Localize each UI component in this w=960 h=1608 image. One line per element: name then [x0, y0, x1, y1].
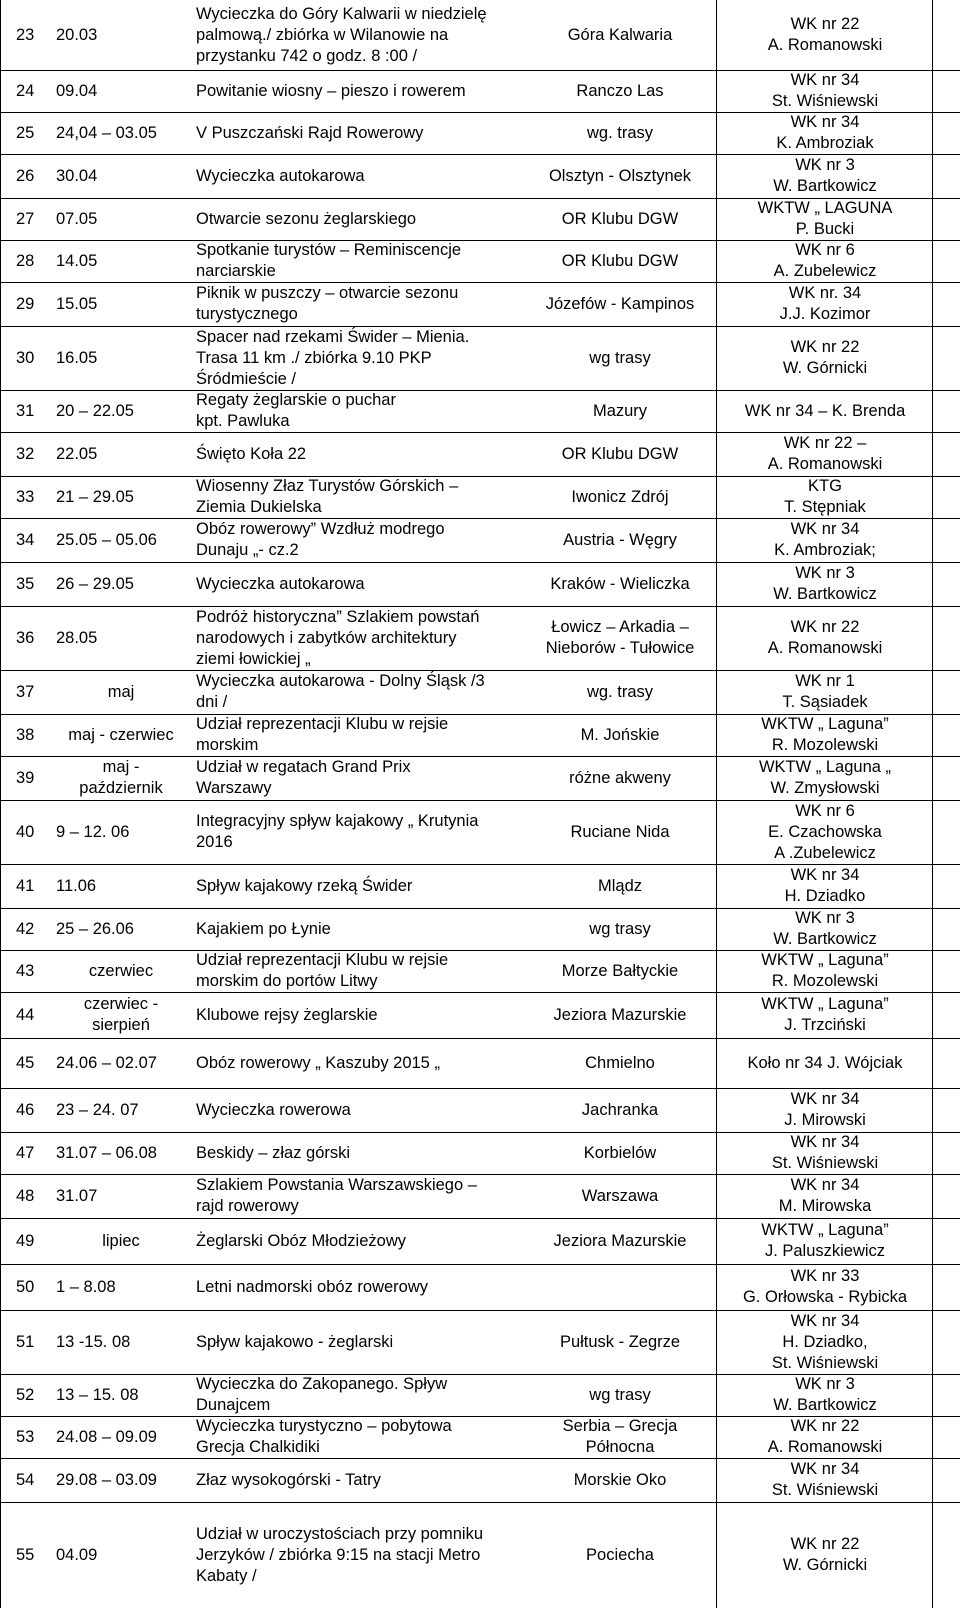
row-number: 23: [16, 26, 35, 44]
table-row: [0, 864, 960, 908]
row-date: 25.05 – 05.06: [56, 531, 157, 549]
row-place: Morskie Oko: [573, 1471, 667, 1489]
row-date: maj - październik: [79, 758, 163, 797]
table-row: [0, 1264, 960, 1310]
row-organizer: WK nr 22 W. Górnicki: [782, 338, 868, 377]
row-number: 30: [16, 349, 35, 367]
row-event: Wycieczka autokarowa: [196, 575, 365, 593]
row-event: Udział reprezentacji Klubu w rejsie morskim do portów Litwy: [196, 951, 449, 990]
row-organizer: WKTW „ Laguna” R. Mozolewski: [761, 951, 889, 990]
row-place: OR Klubu DGW: [561, 252, 679, 270]
row-place: Austria - Węgry: [563, 531, 677, 549]
row-organizer: WKTW „ Laguna” J. Paluszkiewicz: [761, 1221, 889, 1260]
row-organizer: WK nr 34 M. Mirowska: [778, 1176, 872, 1215]
row-event: Wycieczka rowerowa: [196, 1101, 351, 1119]
row-organizer: WK nr 34 H. Dziadko: [784, 866, 866, 905]
row-event: Podróż historyczna” Szlakiem powstań narodowych i zabytków architektury ziemi łowickiej „: [196, 608, 480, 668]
row-event: Udział w uroczystościach przy pomniku Jerzyków / zbiórka 9:15 na stacji Metro Kabaty /: [196, 1525, 484, 1585]
row-organizer: KTG T. Stępniak: [784, 477, 866, 516]
row-event: Letni nadmorski obóz rowerowy: [196, 1278, 429, 1296]
row-event: Udział w regatach Grand Prix Warszawy: [196, 758, 411, 797]
row-date: 23 – 24. 07: [56, 1101, 139, 1119]
row-number: 48: [16, 1187, 35, 1205]
row-number: 45: [16, 1054, 35, 1072]
row-place: Mazury: [592, 402, 648, 420]
row-divider: [0, 1502, 960, 1503]
row-event: Obóz rowerowy „ Kaszuby 2015 „: [196, 1054, 440, 1072]
row-place: Góra Kalwaria: [567, 26, 673, 44]
row-event: Wycieczka do Zakopanego. Spływ Dunajcem: [196, 1375, 448, 1414]
row-number: 34: [16, 531, 35, 549]
row-date: 9 – 12. 06: [56, 823, 130, 841]
table-row: [0, 1310, 960, 1374]
row-organizer: WK nr 34 K. Ambroziak: [776, 113, 874, 152]
row-place: OR Klubu DGW: [561, 445, 679, 463]
row-place: Ranczo Las: [576, 82, 664, 100]
row-organizer: WK nr. 34 J.J. Kozimor: [779, 284, 871, 323]
row-number: 46: [16, 1101, 35, 1119]
row-event: Wycieczka autokarowa - Dolny Śląsk /3 dni /: [196, 672, 485, 711]
row-date: czerwiec: [88, 962, 154, 980]
row-number: 49: [16, 1232, 35, 1250]
row-organizer: WK nr 6 A. Zubelewicz: [773, 241, 877, 280]
row-event: Święto Koła 22: [196, 445, 307, 463]
row-place: Mlądz: [597, 877, 642, 895]
table-row: [0, 0, 960, 70]
row-organizer: WK nr 33 G. Orłowska - Rybicka: [742, 1267, 908, 1306]
table-row: [0, 950, 960, 992]
table-row: [0, 326, 960, 390]
row-number: 41: [16, 877, 35, 895]
row-date: 25 – 26.06: [56, 920, 134, 938]
table-row: [0, 756, 960, 800]
row-date: 28.05: [56, 629, 98, 647]
row-date: 24.06 – 02.07: [56, 1054, 157, 1072]
row-place: M. Jońskie: [580, 726, 660, 744]
row-organizer: WK nr 3 W. Bartkowicz: [773, 564, 877, 603]
row-date: 14.05: [56, 252, 98, 270]
table-row: [0, 1038, 960, 1088]
row-event: Spotkanie turystów – Reminiscencje narciarskie: [196, 241, 462, 280]
table-row: [0, 1132, 960, 1174]
row-date: maj: [107, 683, 135, 701]
row-organizer: WK nr 22 A. Romanowski: [767, 1417, 883, 1456]
row-organizer: WK nr 34 – K. Brenda: [744, 402, 906, 420]
row-event: Regaty żeglarskie o puchar kpt. Pawluka: [196, 391, 396, 430]
row-event: Wiosenny Złaz Turystów Górskich – Ziemia Dukielska: [196, 477, 459, 516]
table-row: [0, 390, 960, 432]
row-organizer: WKTW „ Laguna” R. Mozolewski: [761, 715, 889, 754]
row-place: Łowicz – Arkadia – Nieborów - Tułowice: [545, 618, 695, 657]
table-row: [0, 992, 960, 1038]
row-number: 55: [16, 1546, 35, 1564]
table-row: [0, 432, 960, 476]
row-date: 21 – 29.05: [56, 488, 134, 506]
row-date: 22.05: [56, 445, 98, 463]
row-divider: [0, 992, 960, 993]
row-date: 15.05: [56, 295, 98, 313]
row-date: 09.04: [56, 82, 98, 100]
row-place: Kraków - Wieliczka: [550, 575, 690, 593]
row-organizer: WK nr 34 St. Wiśniewski: [771, 1133, 879, 1172]
row-date: 24.08 – 09.09: [56, 1428, 157, 1446]
table-row: [0, 714, 960, 756]
row-organizer: WK nr 22 – A. Romanowski: [767, 434, 883, 473]
row-place: wg. trasy: [586, 683, 654, 701]
row-organizer: WKTW „ LAGUNA P. Bucki: [757, 199, 893, 238]
row-event: Beskidy – złaz górski: [196, 1144, 351, 1162]
row-place: wg trasy: [589, 920, 651, 938]
row-organizer: WK nr 3 W. Bartkowicz: [773, 1375, 877, 1414]
row-number: 44: [16, 1006, 35, 1024]
row-date: 13 – 15. 08: [56, 1386, 139, 1404]
row-number: 37: [16, 683, 35, 701]
row-organizer: WK nr 3 W. Bartkowicz: [773, 156, 877, 195]
row-event: Otwarcie sezonu żeglarskiego: [196, 210, 417, 228]
table-row: [0, 70, 960, 112]
table-row: [0, 562, 960, 606]
row-event: Wycieczka autokarowa: [196, 167, 365, 185]
row-organizer: WK nr 34 H. Dziadko, St. Wiśniewski: [771, 1312, 879, 1372]
table-row: [0, 606, 960, 670]
table-row: [0, 1416, 960, 1458]
row-number: 51: [16, 1333, 35, 1351]
row-organizer: WK nr 22 W. Górnicki: [782, 1535, 868, 1574]
row-organizer: WK nr 6 E. Czachowska A .Zubelewicz: [768, 802, 882, 862]
row-organizer: Koło nr 34 J. Wójciak: [747, 1054, 903, 1072]
row-place: Korbielów: [583, 1144, 657, 1162]
table-row: [0, 1374, 960, 1416]
row-place: Józefów - Kampinos: [545, 295, 695, 313]
row-place: Ruciane Nida: [570, 823, 670, 841]
row-number: 27: [16, 210, 35, 228]
row-number: 50: [16, 1278, 35, 1296]
table-row: [0, 1088, 960, 1132]
row-number: 47: [16, 1144, 35, 1162]
row-number: 40: [16, 823, 35, 841]
row-number: 43: [16, 962, 35, 980]
row-place: Pułtusk - Zegrze: [559, 1333, 681, 1351]
row-date: 26 – 29.05: [56, 575, 134, 593]
row-date: 31.07: [56, 1187, 98, 1205]
row-date: 24,04 – 03.05: [56, 124, 157, 142]
row-date: 31.07 – 06.08: [56, 1144, 157, 1162]
row-event: Kajakiem po Łynie: [196, 920, 331, 938]
row-event: Powitanie wiosny – pieszo i rowerem: [196, 82, 466, 100]
row-place: Chmielno: [585, 1054, 655, 1072]
row-event: Spacer nad rzekami Świder – Mienia. Trasa 11 km ./ zbiórka 9.10 PKP Śródmieście /: [196, 328, 470, 388]
row-event: Udział reprezentacji Klubu w rejsie morskim: [196, 715, 449, 754]
row-place: Pociecha: [586, 1546, 654, 1564]
row-number: 29: [16, 295, 35, 313]
row-event: Wycieczka do Góry Kalwarii w niedzielę palmową./ zbiórka w Wilanowie na przystanku 742 o godz. 8 :00 /: [196, 5, 487, 65]
row-place: Olsztyn - Olsztynek: [548, 167, 692, 185]
row-date: 04.09: [56, 1546, 98, 1564]
row-date: 11.06: [56, 877, 97, 895]
row-place: Jeziora Mazurskie: [553, 1232, 687, 1250]
row-event: Szlakiem Powstania Warszawskiego – rajd rowerowy: [196, 1176, 477, 1215]
table-row: [0, 154, 960, 198]
row-number: 42: [16, 920, 35, 938]
row-number: 36: [16, 629, 35, 647]
row-number: 32: [16, 445, 35, 463]
table-row: [0, 518, 960, 562]
row-date: 16.05: [56, 349, 98, 367]
row-number: 54: [16, 1471, 35, 1489]
row-date: 29.08 – 03.09: [56, 1471, 157, 1489]
row-number: 28: [16, 252, 35, 270]
row-event: V Puszczański Rajd Rowerowy: [196, 124, 424, 142]
table-row: [0, 1174, 960, 1218]
row-divider: [0, 1038, 960, 1039]
row-organizer: WK nr 34 J. Mirowski: [784, 1090, 866, 1129]
row-organizer: WKTW „ Laguna „ W. Zmysłowski: [758, 758, 892, 797]
row-date: czerwiec - sierpień: [83, 995, 159, 1034]
row-number: 26: [16, 167, 35, 185]
row-number: 35: [16, 575, 35, 593]
row-number: 31: [16, 402, 35, 420]
table-row: [0, 476, 960, 518]
row-organizer: WK nr 1 T. Sąsiadek: [782, 672, 868, 711]
table-row: [0, 670, 960, 714]
row-place: Jachranka: [581, 1101, 659, 1119]
row-date: maj - czerwiec: [68, 726, 174, 744]
row-number: 24: [16, 82, 35, 100]
row-event: Klubowe rejsy żeglarskie: [196, 1006, 378, 1024]
row-event: Integracyjny spływ kajakowy „ Krutynia 2016: [196, 812, 479, 851]
row-organizer: WK nr 3 W. Bartkowicz: [773, 909, 877, 948]
table-row: [0, 1458, 960, 1502]
row-number: 52: [16, 1386, 35, 1404]
row-place: wg trasy: [589, 1386, 651, 1404]
table-row: [0, 1502, 960, 1608]
row-place: Serbia – Grecja Północna: [562, 1417, 678, 1456]
row-place: Morze Bałtyckie: [561, 962, 679, 980]
row-organizer: WK nr 34 St. Wiśniewski: [771, 71, 879, 110]
row-place: OR Klubu DGW: [561, 210, 679, 228]
row-date: 1 – 8.08: [56, 1278, 116, 1296]
row-event: Wycieczka turystyczno – pobytowa Grecja Chalkidiki: [196, 1417, 452, 1456]
table-row: [0, 198, 960, 240]
row-number: 38: [16, 726, 35, 744]
row-number: 33: [16, 488, 35, 506]
row-organizer: WK nr 34 St. Wiśniewski: [771, 1460, 879, 1499]
table-row: [0, 908, 960, 950]
row-organizer: WK nr 22 A. Romanowski: [767, 15, 883, 54]
row-event: Żeglarski Obóz Młodzieżowy: [196, 1232, 406, 1250]
row-date: 13 -15. 08: [56, 1333, 131, 1351]
row-divider: [0, 1264, 960, 1265]
row-number: 53: [16, 1428, 35, 1446]
row-date: 20 – 22.05: [56, 402, 134, 420]
row-place: Warszawa: [581, 1187, 659, 1205]
row-place: Jeziora Mazurskie: [553, 1006, 687, 1024]
table-row: [0, 1218, 960, 1264]
table-row: [0, 282, 960, 326]
row-date: 20.03: [56, 26, 98, 44]
row-number: 25: [16, 124, 35, 142]
row-organizer: WK nr 34 K. Ambroziak;: [774, 520, 876, 559]
row-place: wg. trasy: [586, 124, 654, 142]
row-event: Spływ kajakowy rzeką Świder: [196, 877, 413, 895]
row-event: Spływ kajakowo - żeglarski: [196, 1333, 394, 1351]
row-date: 07.05: [56, 210, 98, 228]
row-event: Piknik w puszczy – otwarcie sezonu turystycznego: [196, 284, 459, 323]
row-place: Iwonicz Zdrój: [571, 488, 669, 506]
table-row: [0, 800, 960, 864]
row-date: 30.04: [56, 167, 98, 185]
row-date: lipiec: [102, 1232, 140, 1250]
row-place: różne akweny: [569, 769, 671, 787]
table-row: [0, 240, 960, 282]
row-organizer: WKTW „ Laguna” J. Trzciński: [761, 995, 889, 1034]
row-divider: [0, 1218, 960, 1219]
row-event: Złaz wysokogórski - Tatry: [196, 1471, 381, 1489]
row-number: 39: [16, 769, 35, 787]
row-event: Obóz rowerowy” Wzdłuż modrego Dunaju „- cz.2: [196, 520, 445, 559]
row-place: wg trasy: [589, 349, 651, 367]
table-row: [0, 112, 960, 154]
row-organizer: WK nr 22 A. Romanowski: [767, 618, 883, 657]
